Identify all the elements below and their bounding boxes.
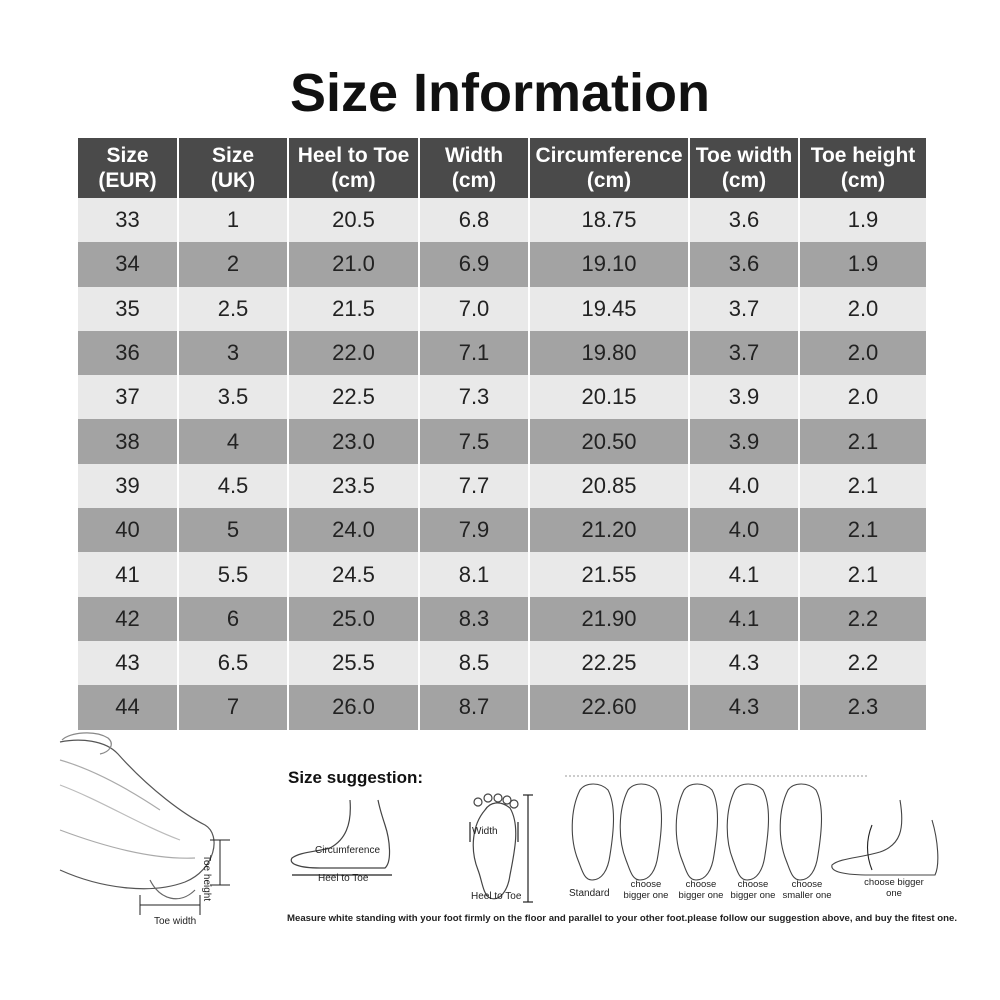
table-cell: 25.0 xyxy=(289,597,418,641)
table-cell: 38 xyxy=(78,419,177,463)
side-foot-right-sketch xyxy=(832,800,938,875)
table-cell: 8.1 xyxy=(420,552,528,596)
table-cell: 8.7 xyxy=(420,685,528,729)
table-cell: 26.0 xyxy=(289,685,418,729)
table-row xyxy=(78,552,926,596)
table-cell: 25.5 xyxy=(289,641,418,685)
table-cell: 18.75 xyxy=(530,198,688,242)
table-cell: 4.5 xyxy=(179,464,287,508)
table-cell: 3.9 xyxy=(690,419,798,463)
column-header-line: (UK) xyxy=(210,169,256,192)
column-header-line: Heel to Toe xyxy=(297,144,410,167)
size-suggestion-title: Size suggestion: xyxy=(288,768,424,787)
table-cell: 3.9 xyxy=(690,375,798,419)
size-table xyxy=(76,138,928,730)
option-label-3: choose bigger one xyxy=(730,879,776,901)
table-cell: 2.0 xyxy=(800,287,926,331)
column-header-line: (cm) xyxy=(331,169,376,192)
table-cell: 35 xyxy=(78,287,177,331)
column-header xyxy=(800,138,926,198)
table-cell: 6.8 xyxy=(420,198,528,242)
toe-height-label: Toe height xyxy=(201,855,212,902)
table-cell: 4.3 xyxy=(690,685,798,729)
table-cell: 1 xyxy=(179,198,287,242)
table-cell: 1.9 xyxy=(800,198,926,242)
table-cell: 22.60 xyxy=(530,685,688,729)
table-cell: 44 xyxy=(78,685,177,729)
table-cell: 2.2 xyxy=(800,597,926,641)
table-cell: 36 xyxy=(78,331,177,375)
column-header-line: (cm) xyxy=(840,169,886,192)
table-row xyxy=(78,331,926,375)
table-cell: 19.10 xyxy=(530,242,688,286)
option-label-5: choose bigger one xyxy=(864,877,924,899)
measure-note: Measure white standing with your foot firmly on the floor and parallel to your other foot.please follow our suggestion above, and buy the fitest one. xyxy=(287,913,958,924)
table-cell: 3.6 xyxy=(690,242,798,286)
table-cell: 19.45 xyxy=(530,287,688,331)
table-header-row xyxy=(78,138,926,198)
table-cell: 3.7 xyxy=(690,331,798,375)
table-row xyxy=(78,419,926,463)
table-cell: 41 xyxy=(78,552,177,596)
width-label: Width xyxy=(472,826,498,837)
heel-to-toe-label: Heel to Toe xyxy=(318,873,369,884)
table-cell: 22.5 xyxy=(289,375,418,419)
table-cell: 5 xyxy=(179,508,287,552)
table-cell: 21.55 xyxy=(530,552,688,596)
table-cell: 2.0 xyxy=(800,331,926,375)
column-header-line: Size xyxy=(211,144,255,167)
column-header-line: Toe width xyxy=(695,144,793,167)
table-cell: 20.50 xyxy=(530,419,688,463)
column-header xyxy=(530,138,688,198)
table-cell: 7.5 xyxy=(420,419,528,463)
option-label-1: choose bigger one xyxy=(623,879,669,901)
table-cell: 7.7 xyxy=(420,464,528,508)
table-cell: 3.5 xyxy=(179,375,287,419)
side-foot-sketch xyxy=(291,800,392,875)
page-title: Size Information xyxy=(289,63,711,123)
table-cell: 1.9 xyxy=(800,242,926,286)
table-cell: 4.0 xyxy=(690,464,798,508)
table-row xyxy=(78,641,926,685)
table-cell: 2.1 xyxy=(800,552,926,596)
table-cell: 3.7 xyxy=(690,287,798,331)
column-header xyxy=(420,138,528,198)
toe-width-label: Toe width xyxy=(154,916,197,927)
table-cell: 42 xyxy=(78,597,177,641)
table-cell: 4 xyxy=(179,419,287,463)
table-cell: 4.3 xyxy=(690,641,798,685)
table-cell: 3 xyxy=(179,331,287,375)
table-cell: 21.90 xyxy=(530,597,688,641)
table-cell: 2 xyxy=(179,242,287,286)
circumference-label: Circumference xyxy=(315,845,381,856)
table-cell: 23.0 xyxy=(289,419,418,463)
table-cell: 2.1 xyxy=(800,464,926,508)
column-header xyxy=(78,138,177,198)
column-header-line: (cm) xyxy=(586,169,632,192)
shoe-sketch xyxy=(60,733,214,902)
standard-label: Standard xyxy=(569,888,610,899)
column-header-line: Size xyxy=(106,144,149,167)
option-label-4: choose smaller one xyxy=(782,879,832,901)
table-cell: 23.5 xyxy=(289,464,418,508)
table-cell: 7.1 xyxy=(420,331,528,375)
table-row xyxy=(78,242,926,286)
table-cell: 37 xyxy=(78,375,177,419)
table-cell: 21.5 xyxy=(289,287,418,331)
table-cell: 6 xyxy=(179,597,287,641)
table-cell: 8.5 xyxy=(420,641,528,685)
table-row xyxy=(78,198,926,242)
table-cell: 4.1 xyxy=(690,552,798,596)
table-cell: 43 xyxy=(78,641,177,685)
table-cell: 7.0 xyxy=(420,287,528,331)
column-header-line: (cm) xyxy=(451,169,497,192)
table-cell: 6.5 xyxy=(179,641,287,685)
table-cell: 2.1 xyxy=(800,419,926,463)
column-header-line: Width xyxy=(444,144,504,167)
footprint-sketch xyxy=(470,794,533,902)
column-header-line: (cm) xyxy=(721,169,767,192)
table-cell: 4.1 xyxy=(690,597,798,641)
table-row xyxy=(78,685,926,729)
column-header-line: Toe height xyxy=(810,144,916,167)
table-cell: 2.5 xyxy=(179,287,287,331)
table-cell: 5.5 xyxy=(179,552,287,596)
shoe-sketch-diagram xyxy=(0,730,1000,1000)
table-cell: 19.80 xyxy=(530,331,688,375)
table-cell: 21.0 xyxy=(289,242,418,286)
table-cell: 7.3 xyxy=(420,375,528,419)
table-cell: 40 xyxy=(78,508,177,552)
table-row xyxy=(78,464,926,508)
table-cell: 34 xyxy=(78,242,177,286)
table-row xyxy=(78,375,926,419)
table-cell: 7.9 xyxy=(420,508,528,552)
column-header xyxy=(289,138,418,198)
table-cell: 2.2 xyxy=(800,641,926,685)
table-cell: 7 xyxy=(179,685,287,729)
table-row xyxy=(78,508,926,552)
table-cell: 39 xyxy=(78,464,177,508)
table-cell: 4.0 xyxy=(690,508,798,552)
table-row xyxy=(78,287,926,331)
table-cell: 24.5 xyxy=(289,552,418,596)
option-label-2: choose bigger one xyxy=(678,879,724,901)
table-cell: 22.0 xyxy=(289,331,418,375)
table-cell: 22.25 xyxy=(530,641,688,685)
table-cell: 8.3 xyxy=(420,597,528,641)
column-header-line: (EUR) xyxy=(98,169,157,192)
table-cell: 2.0 xyxy=(800,375,926,419)
table-cell: 20.85 xyxy=(530,464,688,508)
table-cell: 20.15 xyxy=(530,375,688,419)
column-header-line: Circumference xyxy=(535,144,683,167)
column-header xyxy=(179,138,287,198)
column-header xyxy=(690,138,798,198)
table-cell: 24.0 xyxy=(289,508,418,552)
heel-to-toe-label-2: Heel to Toe xyxy=(471,891,522,902)
comparison-footprints xyxy=(572,784,821,880)
table-cell: 3.6 xyxy=(690,198,798,242)
table-row xyxy=(78,597,926,641)
table-cell: 2.3 xyxy=(800,685,926,729)
table-cell: 33 xyxy=(78,198,177,242)
table-cell: 2.1 xyxy=(800,508,926,552)
table-cell: 6.9 xyxy=(420,242,528,286)
table-cell: 21.20 xyxy=(530,508,688,552)
toe-dimension-lines xyxy=(140,840,230,915)
table-cell: 20.5 xyxy=(289,198,418,242)
